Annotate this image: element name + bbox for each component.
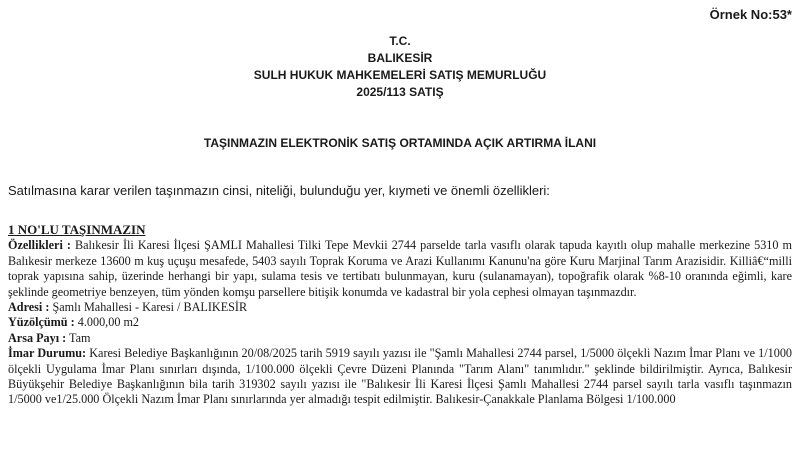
imar-label: İmar Durumu:: [8, 346, 87, 361]
example-number: Örnek No:53*: [709, 7, 792, 22]
yuzolcumu-text: 4.000,00 m2: [74, 315, 140, 330]
arsa-payi-text: Tam: [66, 330, 91, 345]
adres-label: Adresi :: [8, 300, 50, 315]
ozellikleri-label: Özellikleri :: [8, 238, 71, 253]
document-header: [0, 33, 800, 101]
ozellikleri-text: Balıkesir İli Karesi İlçesi ŞAMLI Mahallesi Tilki Tepe Mevkii 2744 parselde tarla vasıflı olarak tapuda kayıtlı olup mahalle merkezine 5310 m Balıkesir merkeze 13600 m kuş uçuşu mesafede, 5403 sayılı Toprak Koruma ve Arazi Kullanımı Kanunu'na göre Kuru Marjinal Tarım Arazisidir. Killiâ€“milli toprak yapısına sahip, üzerinde herhangi bir yapı, sulama tesis ve tertibatı bulunmayan, kuru (sulanamayan), topoğrafik olarak %8-10 oranında eğimli, kare şeklinde geometriye benzeyen, tüm yönden komşu parsellere bitişik konumda ve kadastral bir yola cephesi olmayan taşınmazdır.: [8, 238, 792, 299]
yuzolcumu-paragraph: [8, 315, 792, 330]
section-title: 1 NO'LU TAŞINMAZIN: [8, 222, 146, 237]
ozellikleri-paragraph: [8, 238, 792, 300]
header-case-number: 2025/113 SATIŞ: [356, 85, 444, 99]
yuzolcumu-label: Yüzölçümü :: [8, 315, 75, 330]
adres-text: Şamlı Mahallesi - Karesi / BALIKESİR: [49, 300, 248, 315]
intro-text: Satılmasına karar verilen taşınmazın cinsi, niteliği, bulunduğu yer, kıymeti ve önemli özellikleri:: [8, 183, 550, 198]
header-tc: T.C.: [389, 34, 411, 48]
property-section: [8, 222, 792, 408]
announcement-title: TAŞINMAZIN ELEKTRONİK SATIŞ ORTAMINDA AÇIK ARTIRMA İLANI: [203, 136, 597, 150]
adres-paragraph: [8, 300, 792, 315]
arsa-payi-label: Arsa Payı :: [8, 330, 67, 345]
header-office: SULH HUKUK MAHKEMELERİ SATIŞ MEMURLUĞU: [253, 68, 547, 82]
header-city: BALIKESİR: [367, 51, 433, 65]
imar-text: Karesi Belediye Başkanlığının 20/08/2025 tarih 5919 sayılı yazısı ile "Şamlı Mahallesi 2744 parsel, 1/5000 ölçekli Nazım İmar Planı ve 1/1000 ölçekli Uygulama İmar Planı sınırları dışında, 1/100.000 ölçekli Çevre Düzeni Planında "Tarım Alanı" tanımlıdır." şeklinde bildirilmiştir. Ayrıca, Balıkesir Büyükşehir Belediye Başkanlığının bila tarih 319302 sayılı yazısı ile "Balıkesir İli Karesi İlçesi Şamlı Mahallesi 2744 parsel sayılı tarla vasıflı taşınmazın 1/5000 ve1/25.000 Ölçekli Nazım İmar Planı sınırlarında yer almadığı tespit edilmiştir. Balıkesir-Çanakkale Planlama Bölgesi 1/100.000: [8, 346, 793, 407]
arsa-payi-paragraph: [8, 331, 792, 346]
imar-paragraph: [8, 346, 792, 408]
